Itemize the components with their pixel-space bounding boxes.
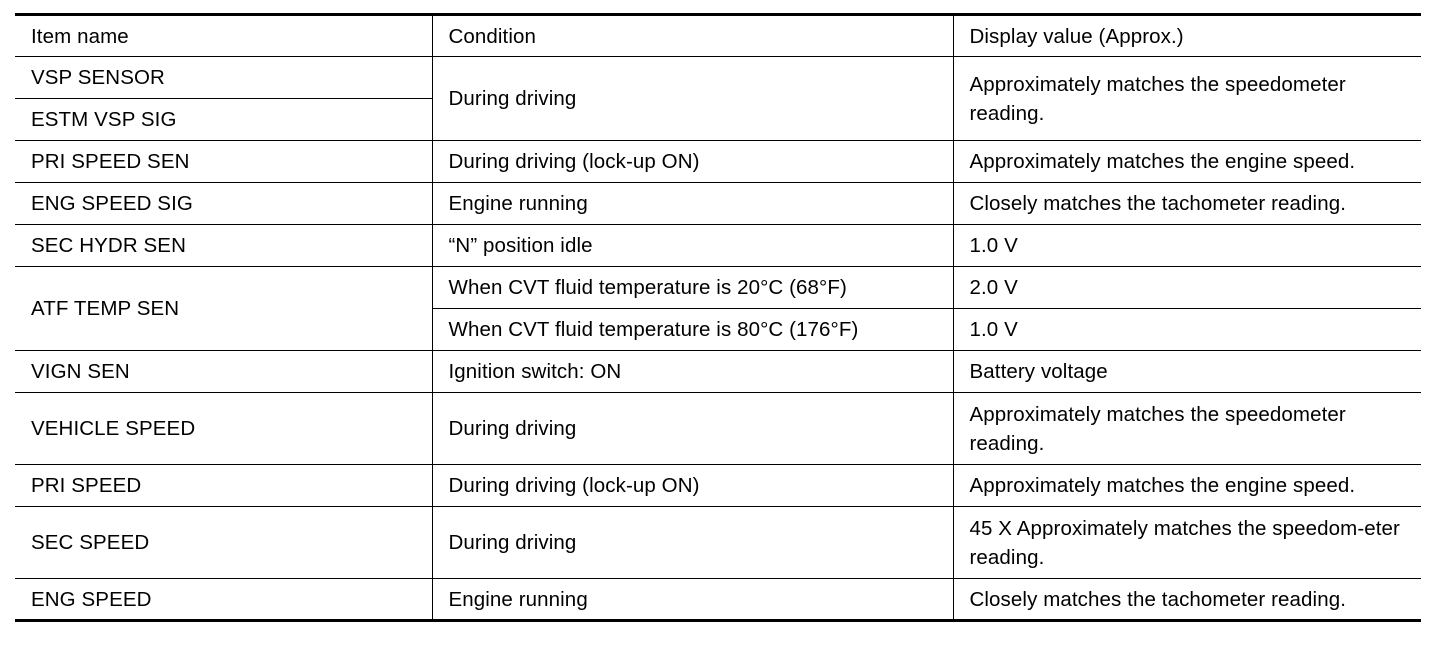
header-condition: Condition [432,15,953,57]
table-row [15,141,1421,183]
display-value-text: Approximately matches the speedometer reading. [969,402,1346,455]
data-monitor-table [15,13,1421,622]
condition-cell: During driving (lock-up ON) [432,465,953,507]
display-value-cell: 1.0 V [953,309,1421,351]
display-value-cell [953,393,1421,465]
condition-cell: During driving [432,507,953,579]
table-row [15,57,1421,99]
item-name-cell: VEHICLE SPEED [15,393,432,465]
condition-cell: During driving [432,393,953,465]
table-row [15,225,1421,267]
table-row [15,351,1421,393]
header-item-name: Item name [15,15,432,57]
item-name-cell: PRI SPEED SEN [15,141,432,183]
item-name-cell: SEC SPEED [15,507,432,579]
condition-cell: When CVT fluid temperature is 20°C (68°F) [432,267,953,309]
item-name-cell: VIGN SEN [15,351,432,393]
display-value-cell: Approximately matches the engine speed. [953,465,1421,507]
display-value-cell [953,507,1421,579]
table-row [15,183,1421,225]
display-value-text: 45 X Approximately matches the speedom-eter reading. [969,516,1400,569]
display-value-cell: 1.0 V [953,225,1421,267]
condition-cell: Engine running [432,183,953,225]
table-row [15,465,1421,507]
display-value-cell: Battery voltage [953,351,1421,393]
table-row [15,267,1421,309]
table-row [15,393,1421,465]
table-row [15,507,1421,579]
display-value-cell: Closely matches the tachometer reading. [953,579,1421,621]
header-display-value: Display value (Approx.) [953,15,1421,57]
display-value-cell: Approximately matches the engine speed. [953,141,1421,183]
condition-cell: Engine running [432,579,953,621]
item-name-cell: ATF TEMP SEN [15,267,432,351]
item-name-cell: PRI SPEED [15,465,432,507]
condition-cell: During driving [432,57,953,141]
item-name-cell: SEC HYDR SEN [15,225,432,267]
condition-cell: “N” position idle [432,225,953,267]
condition-cell: Ignition switch: ON [432,351,953,393]
item-name-cell: ESTM VSP SIG [15,99,432,141]
display-value-cell: 2.0 V [953,267,1421,309]
condition-cell: During driving (lock-up ON) [432,141,953,183]
display-value-cell: Closely matches the tachometer reading. [953,183,1421,225]
item-name-cell: VSP SENSOR [15,57,432,99]
item-name-cell: ENG SPEED SIG [15,183,432,225]
display-value-cell [953,57,1421,141]
condition-cell: When CVT fluid temperature is 80°C (176°F) [432,309,953,351]
display-value-text: Approximately matches the speedometer reading. [969,72,1346,125]
table-header-row [15,15,1421,57]
table-row [15,579,1421,621]
item-name-cell: ENG SPEED [15,579,432,621]
